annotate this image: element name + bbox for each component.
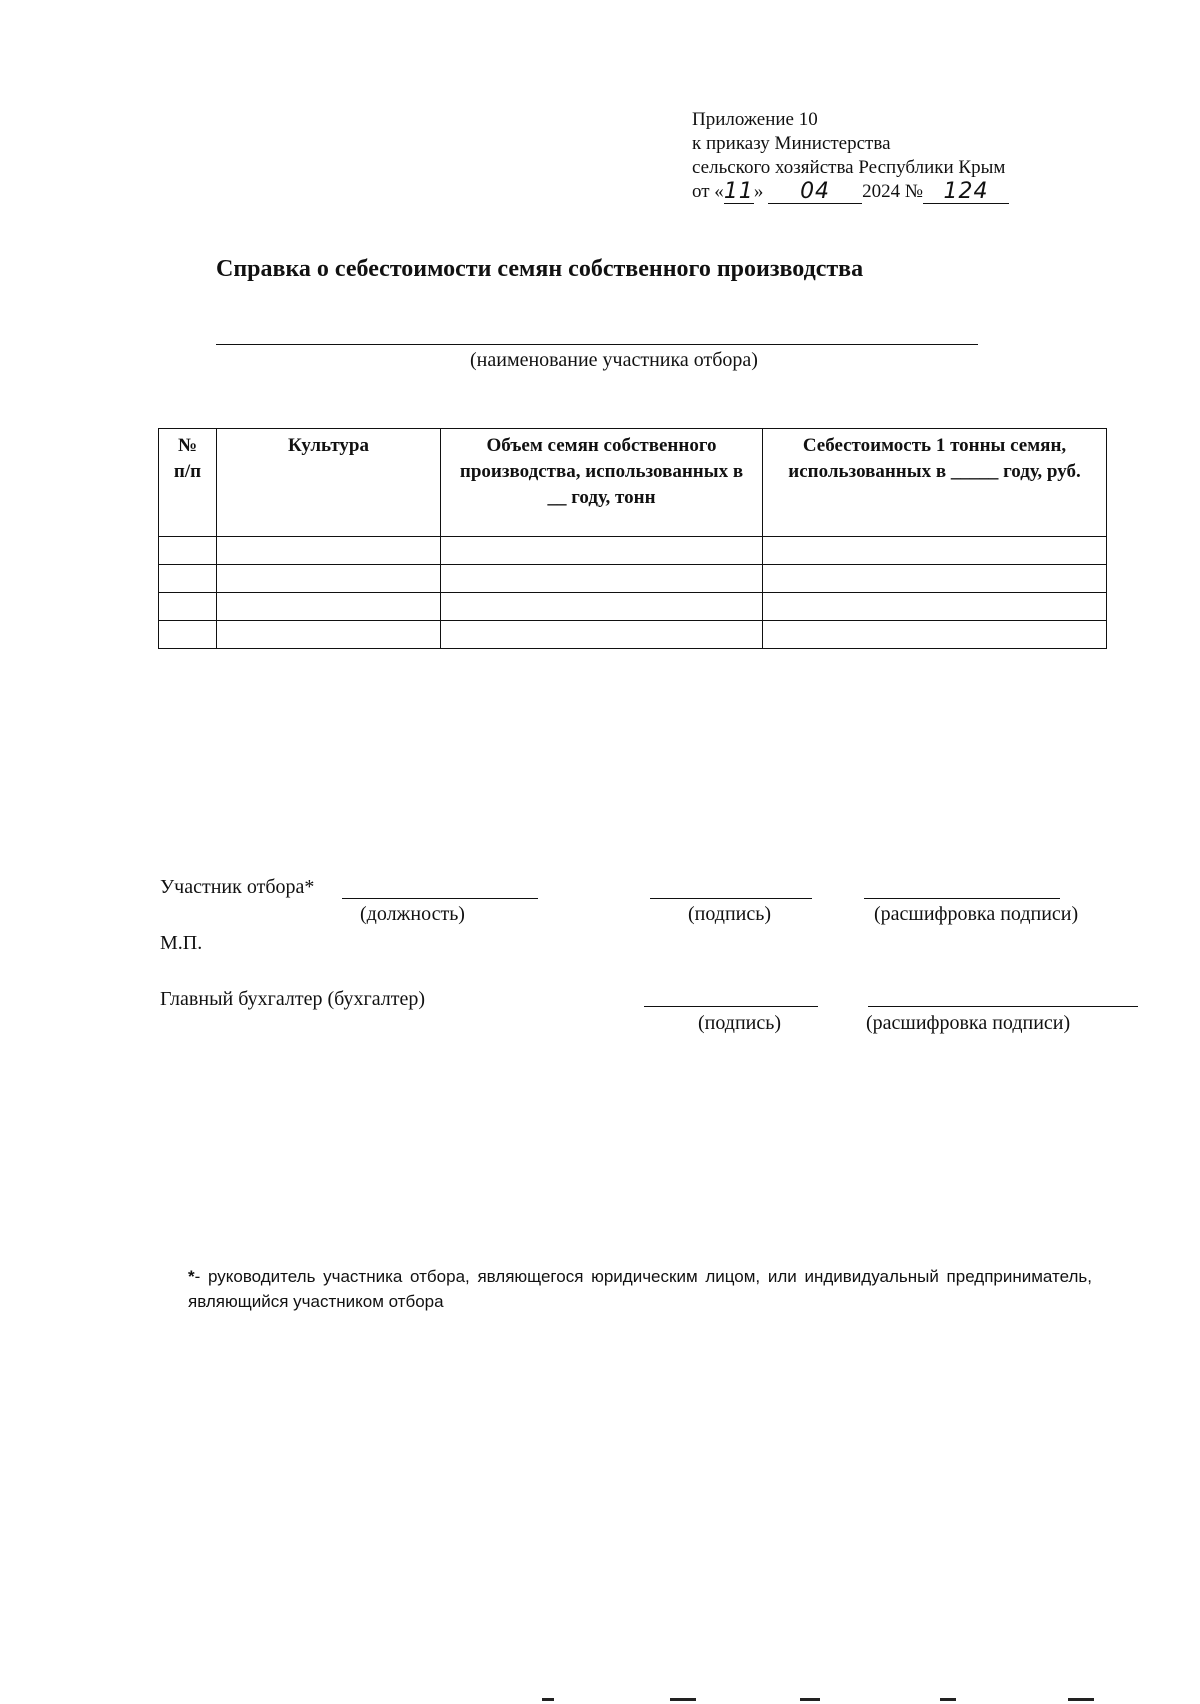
accountant-signature-caption: (подпись) — [698, 1012, 782, 1034]
scan-mark — [1068, 1698, 1094, 1701]
table-cell[interactable] — [159, 621, 217, 649]
table-cell[interactable] — [441, 537, 763, 565]
participant-name-caption: (наименование участника отбора) — [470, 349, 758, 371]
order-number: 124 — [923, 181, 1009, 204]
footnote — [188, 1264, 1092, 1314]
seed-cost-table — [158, 428, 1107, 649]
table-cell[interactable] — [763, 565, 1107, 593]
participant-signature-line[interactable] — [650, 898, 812, 899]
table-cell[interactable] — [159, 565, 217, 593]
table-cell[interactable] — [763, 621, 1107, 649]
participant-decoding-caption: (расшифровка подписи) — [874, 903, 1079, 925]
table-row — [159, 565, 1107, 593]
date-year: 2024 № — [862, 181, 923, 202]
table-row — [159, 621, 1107, 649]
participant-name-line — [216, 344, 978, 345]
table-cell[interactable] — [763, 537, 1107, 565]
appendix-date-line — [692, 180, 1009, 204]
document-title: Справка о себестоимости семян собственного производства — [216, 256, 864, 282]
participant-signature-caption: (подпись) — [688, 903, 772, 925]
table-cell[interactable] — [217, 593, 441, 621]
table-cell[interactable] — [441, 565, 763, 593]
table-cell[interactable] — [217, 537, 441, 565]
appendix-title: Приложение 10 — [692, 109, 818, 130]
table-cell[interactable] — [159, 593, 217, 621]
scan-mark — [800, 1698, 820, 1701]
table-cell[interactable] — [217, 565, 441, 593]
table-cell[interactable] — [763, 593, 1107, 621]
date-mid: » — [753, 181, 764, 202]
table-header-row — [159, 429, 1107, 537]
accountant-decoding-line[interactable] — [868, 1006, 1138, 1007]
table-row — [159, 593, 1107, 621]
header-crop: Культура — [217, 429, 441, 537]
footnote-star: * — [188, 1267, 195, 1286]
appendix-order-ref: к приказу Министерства — [692, 133, 891, 154]
position-caption: (должность) — [360, 903, 465, 925]
accountant-label: Главный бухгалтер (бухгалтер) — [160, 988, 426, 1010]
position-line[interactable] — [342, 898, 538, 899]
participant-label: Участник отбора* — [160, 876, 315, 898]
stamp-placeholder: М.П. — [160, 932, 203, 954]
date-day: 11 — [723, 179, 754, 204]
table-cell[interactable] — [441, 593, 763, 621]
date-month: 04 — [768, 181, 862, 204]
date-prefix: от « — [692, 181, 724, 202]
header-seed-volume: Объем семян собственного производства, использованных в __ году, тонн — [441, 429, 763, 537]
participant-decoding-line[interactable] — [864, 898, 1060, 899]
scan-mark — [670, 1698, 696, 1701]
accountant-signature-line[interactable] — [644, 1006, 818, 1007]
appendix-ministry: сельского хозяйства Республики Крым — [692, 157, 1006, 178]
appendix-block — [692, 108, 1009, 204]
table-row — [159, 537, 1107, 565]
table-cell[interactable] — [441, 621, 763, 649]
table-cell[interactable] — [217, 621, 441, 649]
footnote-text: - руководитель участника отбора, являющегося юридическим лицом, или индивидуальный предприниматель, являющийся участником отбора — [188, 1267, 1092, 1311]
accountant-decoding-caption: (расшифровка подписи) — [866, 1012, 1071, 1034]
table-cell[interactable] — [159, 537, 217, 565]
header-number: № п/п — [159, 429, 217, 537]
scan-mark — [542, 1698, 554, 1701]
scan-mark — [940, 1698, 956, 1701]
header-cost-per-ton: Себестоимость 1 тонны семян, использованных в _____ году, руб. — [763, 429, 1107, 537]
